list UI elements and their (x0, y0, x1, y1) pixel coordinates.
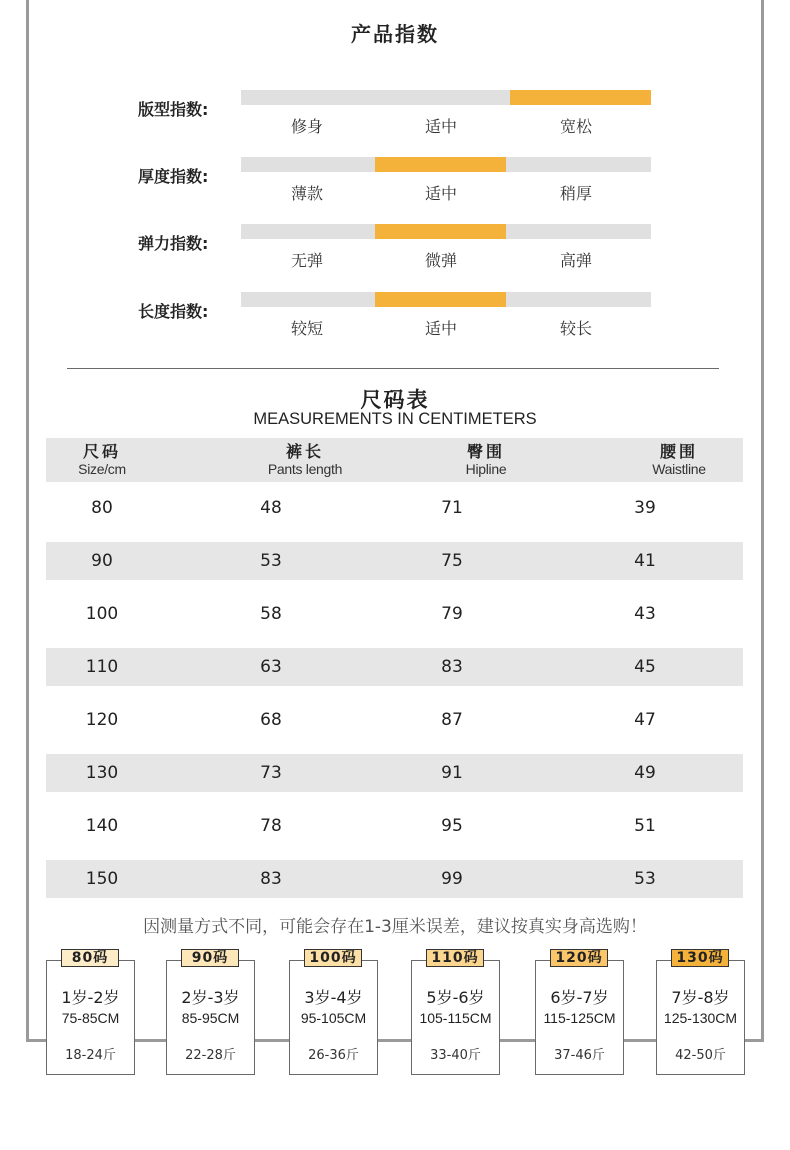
card-weight: 42-50斤 (675, 1048, 726, 1063)
card-height: 85-95CM (181, 1010, 240, 1026)
index-option: 较长 (559, 319, 592, 338)
index-bar (241, 292, 651, 307)
index-bar (241, 224, 651, 239)
size-card (411, 960, 500, 1075)
table-row (46, 860, 743, 898)
size-tag: 100码 (304, 949, 362, 967)
size-card (46, 960, 135, 1075)
index-label: 长度指数: (138, 302, 209, 321)
header-waistline (599, 442, 759, 478)
table-cell: 58 (260, 604, 282, 624)
table-cell: 48 (260, 498, 282, 518)
table-cell: 68 (260, 710, 282, 730)
index-bar-highlight (375, 157, 506, 172)
table-cell: 100 (85, 604, 119, 624)
card-age: 3岁-4岁 (304, 988, 363, 1007)
table-cell: 83 (441, 657, 463, 677)
index-bar-highlight (375, 224, 506, 239)
card-age: 7岁-8岁 (671, 988, 730, 1007)
index-option: 高弹 (559, 251, 592, 270)
card-height: 125-130CM (663, 1010, 738, 1026)
size-tag: 130码 (671, 949, 729, 967)
size-card (535, 960, 624, 1075)
index-row (0, 292, 790, 342)
index-option: 微弹 (424, 251, 457, 270)
table-cell: 47 (634, 710, 656, 730)
card-age: 6岁-7岁 (550, 988, 609, 1007)
card-height: 105-115CM (419, 1010, 492, 1026)
table-cell: 75 (441, 551, 463, 571)
index-option: 宽松 (559, 117, 592, 136)
table-cell: 78 (260, 816, 282, 836)
table-cell: 53 (634, 869, 656, 889)
index-bar-highlight (375, 292, 506, 307)
header-hipline (406, 442, 566, 478)
card-age: 5岁-6岁 (426, 988, 485, 1007)
section-divider (67, 368, 719, 369)
table-row (46, 489, 743, 527)
index-option: 较短 (290, 319, 323, 338)
card-weight: 37-46斤 (554, 1048, 605, 1063)
header-waistline-en: Waistline (652, 461, 706, 477)
table-cell: 150 (85, 869, 119, 889)
index-option: 修身 (290, 117, 323, 136)
table-row (46, 754, 743, 792)
product-index-title: 产品指数 (351, 22, 439, 46)
card-weight: 22-28斤 (185, 1048, 236, 1063)
size-chart-subtitle: MEASUREMENTS IN CENTIMETERS (253, 410, 537, 428)
header-size-cn: 尺码 (82, 442, 121, 461)
card-age: 1岁-2岁 (61, 988, 120, 1007)
table-cell: 39 (634, 498, 656, 518)
measurement-note: 因测量方式不同，可能会存在1-3厘米误差，建议按真实身高选购！ (143, 917, 647, 937)
size-table-header (46, 438, 743, 482)
index-row (0, 90, 790, 140)
size-tag: 120码 (550, 949, 608, 967)
index-option: 适中 (424, 184, 457, 203)
table-row (46, 595, 743, 633)
table-cell: 99 (441, 869, 463, 889)
table-cell: 49 (634, 763, 656, 783)
table-cell: 79 (441, 604, 463, 624)
index-label: 厚度指数: (138, 167, 209, 186)
index-bar (241, 90, 651, 105)
table-cell: 120 (85, 710, 119, 730)
table-row (46, 701, 743, 739)
table-row (46, 542, 743, 580)
table-cell: 71 (441, 498, 463, 518)
size-tag: 90码 (181, 949, 239, 967)
card-height: 95-105CM (300, 1010, 367, 1026)
card-weight: 33-40斤 (430, 1048, 481, 1063)
index-bar-highlight (510, 90, 651, 105)
index-option: 无弹 (290, 251, 323, 270)
size-card (656, 960, 745, 1075)
table-cell: 130 (85, 763, 119, 783)
table-cell: 80 (91, 498, 113, 518)
card-height: 115-125CM (543, 1010, 616, 1026)
table-cell: 83 (260, 869, 282, 889)
index-bar (241, 157, 651, 172)
size-tag: 110码 (426, 949, 484, 967)
table-cell: 90 (91, 551, 113, 571)
table-row (46, 807, 743, 845)
header-pants-length-en: Pants length (267, 461, 343, 477)
index-row (0, 224, 790, 274)
size-tag: 80码 (61, 949, 119, 967)
header-pants-length-cn: 裤长 (285, 442, 324, 461)
index-option: 薄款 (290, 184, 323, 203)
card-weight: 26-36斤 (308, 1048, 359, 1063)
header-hipline-cn: 臀围 (466, 442, 505, 461)
table-cell: 63 (260, 657, 282, 677)
table-cell: 95 (441, 816, 463, 836)
index-option: 适中 (424, 319, 457, 338)
size-card (289, 960, 378, 1075)
header-size-en: Size/cm (78, 461, 126, 477)
table-cell: 73 (260, 763, 282, 783)
header-waistline-cn: 腰围 (659, 442, 698, 461)
table-cell: 41 (634, 551, 656, 571)
card-height: 75-85CM (61, 1010, 120, 1026)
header-hipline-en: Hipline (465, 461, 507, 477)
table-cell: 110 (85, 657, 119, 677)
table-cell: 43 (634, 604, 656, 624)
size-chart-title: 尺码表 (360, 388, 430, 412)
table-cell: 51 (634, 816, 656, 836)
index-label: 弹力指数: (138, 234, 209, 253)
table-cell: 140 (85, 816, 119, 836)
index-label: 版型指数: (138, 100, 209, 119)
card-weight: 18-24斤 (65, 1048, 116, 1063)
header-pants-length (225, 442, 385, 478)
index-option: 稍厚 (559, 184, 592, 203)
card-age: 2岁-3岁 (181, 988, 240, 1007)
table-cell: 91 (441, 763, 463, 783)
table-cell: 87 (441, 710, 463, 730)
table-cell: 53 (260, 551, 282, 571)
table-row (46, 648, 743, 686)
index-row (0, 157, 790, 207)
size-card (166, 960, 255, 1075)
index-option: 适中 (424, 117, 457, 136)
header-size (22, 442, 182, 478)
table-cell: 45 (634, 657, 656, 677)
